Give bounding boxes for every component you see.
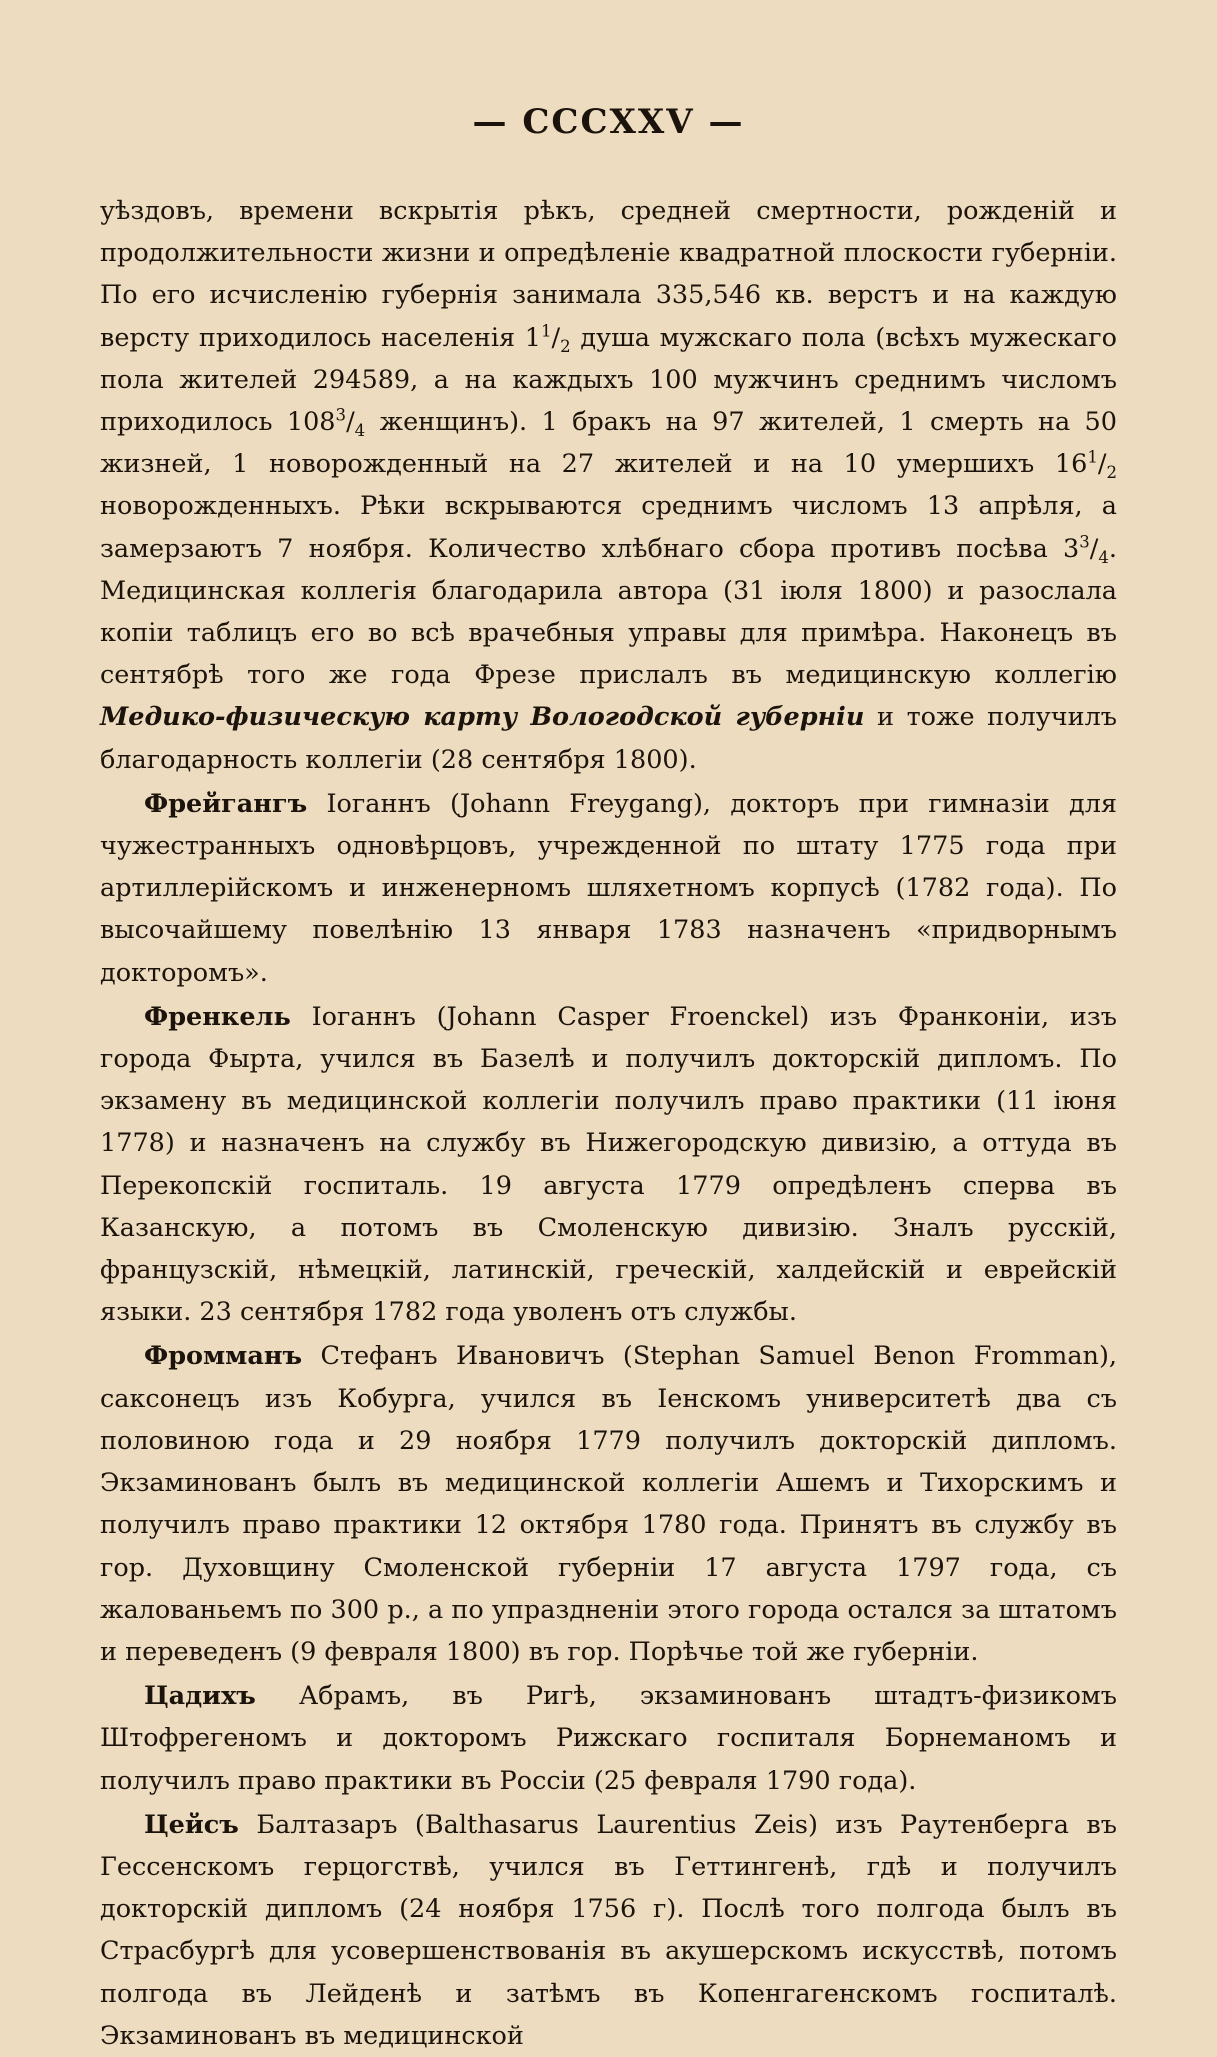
paragraph-text: и тоже получилъ благодарность коллегіи (28 сентября 1800). [100,702,1117,775]
paragraph-text: Іоганнъ (Johann Freygang), докторъ при гимназіи для чужестранныхъ одновѣрцовъ, учрежденной по штату 1775 года при артиллерійскомъ и инженерномъ шляхетномъ корпусѣ (1782 года). По высочайшему повелѣнію 13 января 1783 назначенъ «придворнымъ докторомъ». [100,788,1117,988]
work-title: Медико-физическую карту Вологодской губерніи [100,702,865,733]
fraction-denominator: 2 [560,336,571,356]
page-number: — CCCXXV — [472,102,745,142]
entry-name: Фрейгангъ [144,788,308,819]
paragraph-text: / [1089,533,1099,564]
paragraph-text: / [551,322,561,353]
paragraph-text: Балтазаръ (Balthasarus Laurentius Zeis) изъ Раутенберга въ Гессенскомъ герцогствѣ, учился въ Геттингенѣ, гдѣ и получилъ докторскій дипломъ (24 ноября 1756 г). Послѣ того полгода былъ въ Страсбургѣ для усовершенствованія въ акушерскомъ искусствѣ, потомъ полгода въ Лейденѣ и затѣмъ въ Копенгагенскомъ госпиталѣ. Экзаминованъ въ медицинской [100,1809,1117,2051]
fraction-denominator: 4 [1098,547,1109,567]
paragraph-text: Стефанъ Ивановичъ (Stephan Samuel Benon Fromman), саксонецъ изъ Кобурга, учился въ Іенскомъ университетѣ два съ половиною года и 29 ноября 1779 получилъ докторскій дипломъ. Экзаминованъ былъ въ медицинской коллегіи Ашемъ и Тихорскимъ и получилъ право практики 12 октября 1780 года. Принятъ въ службу въ гор. Духовщину Смоленской губерніи 17 августа 1797 года, съ жалованьемъ по 300 р., а по упраздненіи этого города остался за штатомъ и переведенъ (9 февраля 1800) въ гор. Порѣчье той же губерніи. [100,1341,1117,1667]
paragraph-text: / [1097,449,1107,480]
paragraph-text: женщинъ). 1 бракъ на 97 жителей, 1 смерть на 50 жизней, 1 новорожденный на 27 жителей и на 10 умершихъ 16 [100,407,1117,480]
fraction-numerator: 3 [1079,532,1090,552]
paragraph [100,190,1117,781]
page-header [100,0,1117,190]
entry-name: Цадихъ [144,1681,256,1712]
paragraph-text: новорожденныхъ. Рѣки вскрываются среднимъ числомъ 13 апрѣля, а замерзаютъ 7 ноября. Количество хлѣбнаго сбора противъ посѣва 3 [100,491,1117,564]
fraction-numerator: 1 [541,321,552,341]
paragraph [100,1675,1117,1802]
fraction-denominator: 2 [1106,463,1117,483]
paragraph [100,1804,1117,2057]
entry-name: Цейсъ [144,1809,239,1840]
paragraph-text: душа мужскаго пола (всѣхъ мужескаго пола жителей 294589, а на каждыхъ 100 мужчинъ среднимъ числомъ приходилось 108 [100,322,1117,438]
entry-name: Фромманъ [144,1341,303,1372]
paragraph [100,1335,1117,1673]
entry-name: Френкель [144,1001,291,1032]
fraction-denominator: 4 [354,421,366,441]
paragraph-text: Іоганнъ (Johann Casper Froenckel) изъ Франконіи, изъ города Фырта, учился въ Базелѣ и получилъ докторскій дипломъ. По экзамену въ медицинской коллегіи получилъ право практики (11 іюня 1778) и назначенъ на службу въ Нижегородскую дивизію, а оттуда въ Перекопскій госпиталь. 19 августа 1779 опредѣленъ сперва въ Казанскую, а потомъ въ Смоленскую дивизію. Зналъ русскій, французскій, нѣмецкій, латинскій, греческій, халдейскій и еврейскій языки. 23 сентября 1782 года уволенъ отъ службы. [100,1001,1117,1328]
paragraph [100,996,1117,1334]
paragraph-text: . Медицинская коллегія благодарила автора (31 іюля 1800) и разослала копіи таблицъ его во всѣ врачебныя управы для примѣра. Наконецъ въ сентябрѣ того же года Фрезе прислалъ въ медицинскую коллегію [100,533,1117,691]
fraction-numerator: 3 [335,405,347,425]
paragraph-text: уѣздовъ, времени вскрытія рѣкъ, средней смертности, рожденій и продолжительности жизни и опредѣленіе квадратной плоскости губерніи. По его исчисленію губернія занимала 335,546 кв. верстъ и на каждую версту приходилось населенія 1 [100,196,1117,353]
body-text [100,190,1117,2057]
paragraph-text: Абрамъ, въ Ригѣ, экзаминованъ штадтъ-физикомъ Штофрегеномъ и докторомъ Рижскаго госпиталя Борнеманомъ и получилъ право практики въ Россіи (25 февраля 1790 года). [100,1681,1117,1796]
paragraph [100,783,1117,994]
paragraph-text: / [346,407,355,438]
fraction-numerator: 1 [1087,447,1098,467]
